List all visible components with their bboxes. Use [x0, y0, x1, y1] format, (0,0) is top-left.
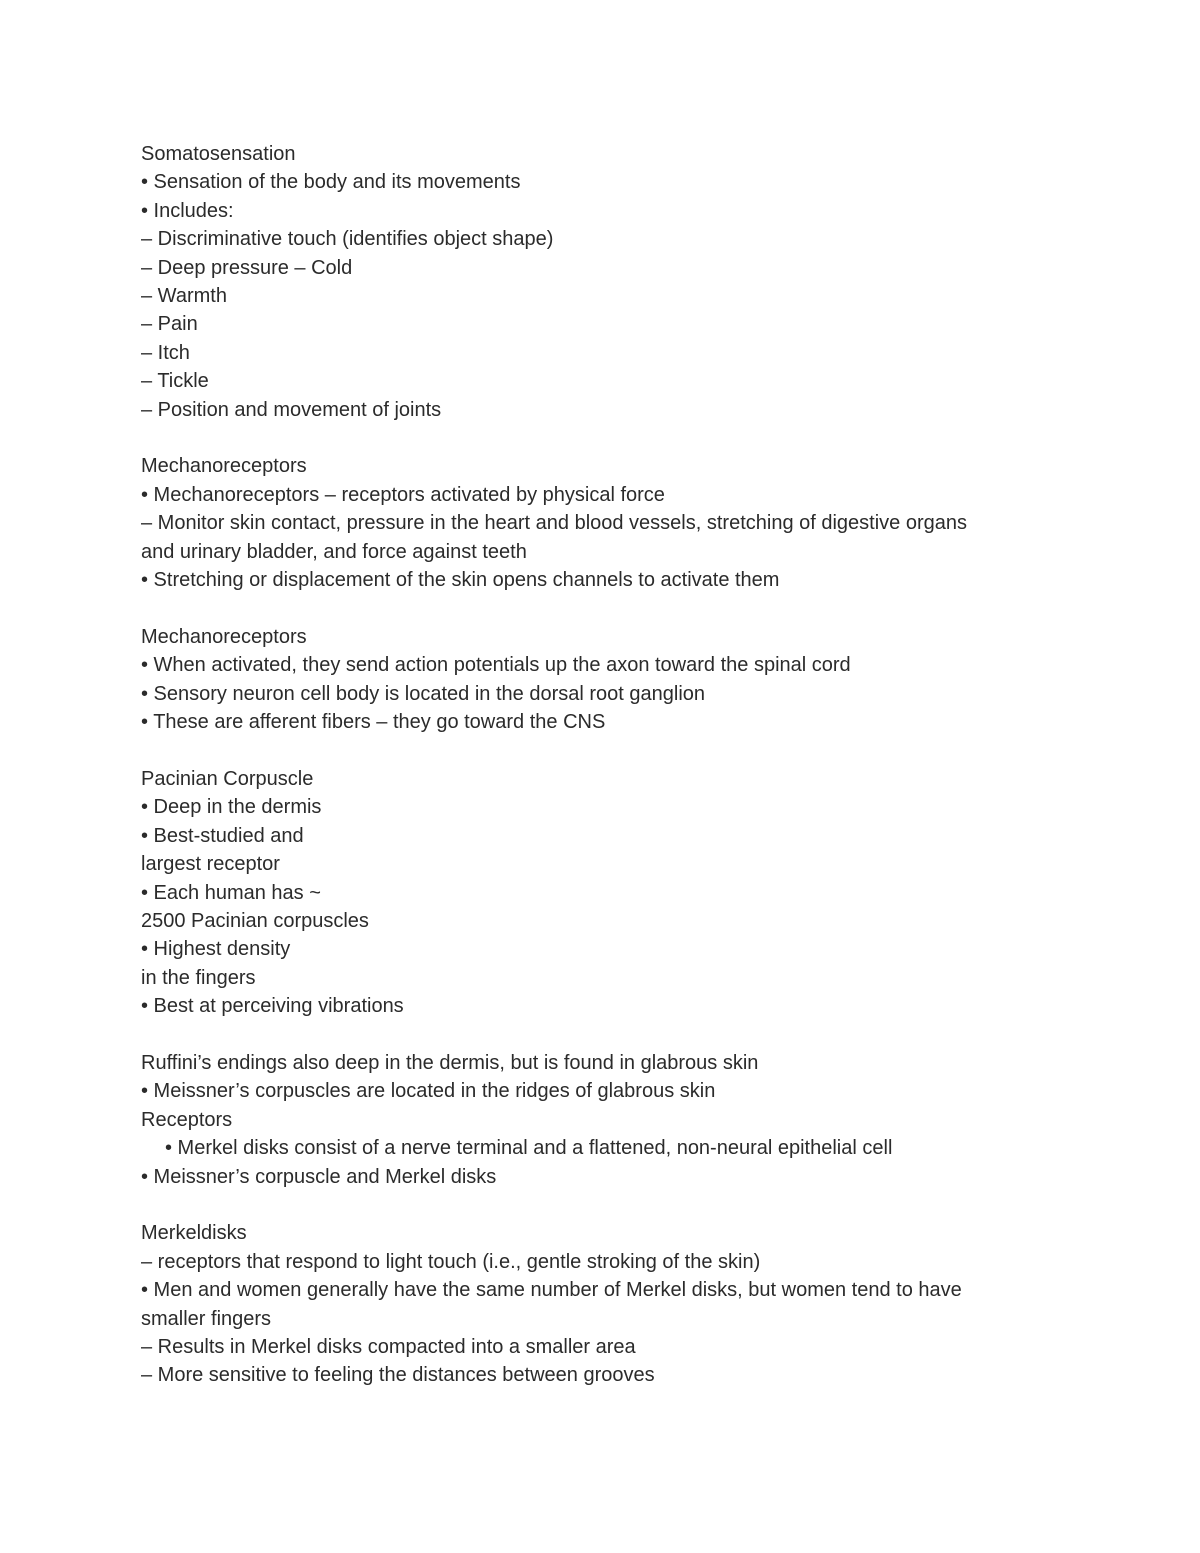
text-line: • Includes: [141, 199, 234, 222]
text-line: in the fingers [141, 966, 256, 989]
text-line: Receptors [141, 1108, 233, 1131]
text-line: 2500 Pacinian corpuscles [141, 909, 369, 932]
text-line: – Pain [141, 313, 198, 336]
section-pacinian-corpuscle [141, 765, 1141, 1021]
section-ruffini-meissner [141, 1049, 1141, 1191]
section-heading: Pacinian Corpuscle [141, 767, 314, 790]
text-line: – More sensitive to feeling the distances between grooves [141, 1364, 655, 1387]
section-heading: Mechanoreceptors [141, 455, 307, 478]
text-line: – Results in Merkel disks compacted into a smaller area [141, 1335, 636, 1358]
text-line: – Discriminative touch (identifies object shape) [141, 228, 554, 251]
text-line: • Best-studied and [141, 824, 304, 847]
text-line: • Sensation of the body and its movements [141, 171, 521, 194]
text-line: • Meissner’s corpuscle and Merkel disks [141, 1165, 497, 1188]
section-mechanoreceptors-2 [141, 623, 1141, 737]
text-line: • Highest density [141, 938, 291, 961]
text-line: – Warmth [141, 285, 227, 308]
text-line: • Deep in the dermis [141, 796, 322, 819]
document-body [141, 140, 1141, 1390]
section-heading: Merkeldisks [141, 1222, 247, 1245]
section-mechanoreceptors-1 [141, 452, 1141, 594]
text-line: • Men and women generally have the same number of Merkel disks, but women tend to have [141, 1279, 962, 1302]
text-line: • Sensory neuron cell body is located in the dorsal root ganglion [141, 682, 706, 705]
text-line: largest receptor [141, 853, 280, 876]
text-line: • When activated, they send action potentials up the axon toward the spinal cord [141, 654, 851, 677]
text-line: – Position and movement of joints [141, 398, 442, 421]
text-line: – Tickle [141, 370, 209, 393]
text-line: – Itch [141, 341, 190, 364]
section-somatosensation [141, 140, 1141, 424]
text-line: • Best at perceiving vibrations [141, 995, 404, 1018]
section-heading: Somatosensation [141, 143, 296, 165]
text-line: • Stretching or displacement of the skin opens channels to activate them [141, 569, 780, 592]
text-line: – Deep pressure – Cold [141, 256, 353, 279]
text-line: – Monitor skin contact, pressure in the heart and blood vessels, stretching of digestive organs [141, 512, 968, 535]
text-line: smaller fingers [141, 1307, 272, 1330]
text-line: Ruffini’s endings also deep in the dermis, but is found in glabrous skin [141, 1051, 759, 1074]
text-line: and urinary bladder, and force against teeth [141, 540, 527, 563]
text-line: – receptors that respond to light touch (i.e., gentle stroking of the skin) [141, 1250, 761, 1273]
text-line: • Mechanoreceptors – receptors activated by physical force [141, 483, 665, 506]
section-heading: Mechanoreceptors [141, 625, 307, 648]
text-line: • Meissner’s corpuscles are located in the ridges of glabrous skin [141, 1080, 716, 1103]
section-merkel-disks [141, 1219, 1141, 1389]
text-line: • These are afferent fibers – they go toward the CNS [141, 711, 606, 734]
text-line: • Merkel disks consist of a nerve terminal and a flattened, non-neural epithelial cell [165, 1137, 893, 1160]
text-line: • Each human has ~ [141, 881, 321, 904]
